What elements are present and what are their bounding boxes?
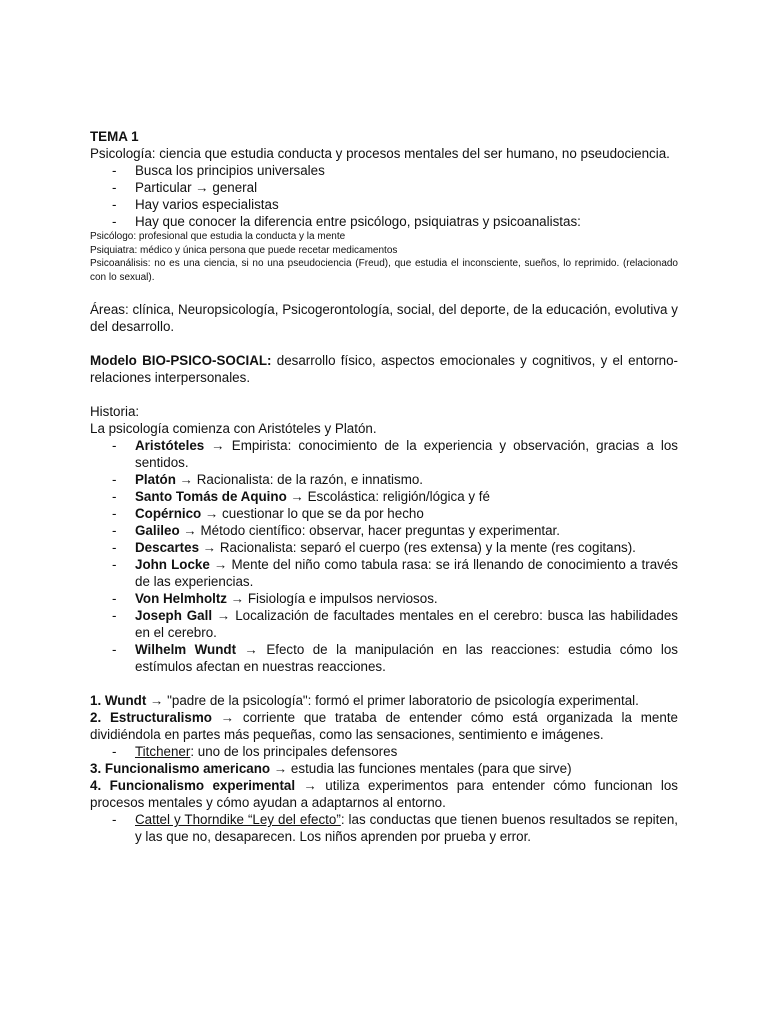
note-psicoanalisis: Psicoanálisis: no es una ciencia, si no una pseudociencia (Freud), que estudia el inconsciente, sueños, lo reprimido. (relacionado con lo sexual).: [90, 258, 678, 283]
school-funcionalismo-americano: 3. Funcionalismo americano → estudia las funciones mentales (para que sirve): [90, 761, 572, 776]
document-body: [90, 128, 678, 845]
areas-paragraph: Áreas: clínica, Neuropsicología, Psicogerontología, social, del deporte, de la educación, evolutiva y del desarrollo.: [90, 302, 678, 334]
list-item: - Cattel y Thorndike “Ley del efecto”: las conductas que tienen buenos resultados se repiten, y las que no, desaparecen. Los niños aprenden por prueba y error.: [112, 812, 678, 844]
list-item: - Platón → Racionalista: de la razón, e innatismo.: [112, 472, 424, 487]
philosopher-name: Wilhelm Wundt: [135, 642, 237, 657]
list-item: - Wilhelm Wundt → Efecto de la manipulación en las reacciones: estudia cómo los estímulos afectan en nuestras reacciones.: [112, 642, 678, 674]
dash-marker: -: [112, 438, 117, 453]
list-item: - Hay varios especialistas: [112, 197, 279, 212]
note-psicologo: Psicólogo: profesional que estudia la conducta y la mente: [90, 231, 346, 242]
section-title: TEMA 1: [90, 129, 139, 144]
philosopher-name: Joseph Gall: [135, 608, 213, 623]
psychology-definition: Psicología: ciencia que estudia conducta y procesos mentales del ser humano, no pseudociencia.: [90, 146, 670, 161]
dash-marker: -: [112, 472, 117, 487]
philosopher-name: Descartes: [135, 540, 200, 555]
philosopher-name: John Locke: [135, 557, 210, 572]
dash-marker: -: [112, 557, 117, 572]
list-item: - Joseph Gall → Localización de facultades mentales en el cerebro: busca las habilidades en el cerebro.: [112, 608, 679, 640]
list-item: - Santo Tomás de Aquino → Escolástica: religión/lógica y fé: [112, 489, 490, 504]
historia-heading: Historia:: [90, 404, 140, 419]
list-item: - John Locke → Mente del niño como tabula rasa: se irá llenando de conocimiento a través de las experiencias.: [112, 557, 678, 589]
philosopher-name: Galileo: [135, 523, 180, 538]
funcionalismo-sublist: [90, 811, 678, 845]
dash-marker: -: [112, 523, 117, 538]
list-item: - Aristóteles → Empirista: conocimiento de la experiencia y observación, gracias a los sentidos.: [112, 438, 678, 470]
modelo-text: desarrollo físico, aspectos emocionales y cognitivos, y el entorno-relaciones interpersonales.: [90, 353, 679, 385]
list-item: - Copérnico → cuestionar lo que se da por hecho: [112, 506, 424, 521]
historia-intro: La psicología comienza con Aristóteles y Platón.: [90, 421, 377, 436]
list-item: - Titchener: uno de los principales defensores: [112, 744, 398, 759]
school-funcionalismo-experimental: 4. Funcionalismo experimental → utiliza experimentos para entender cómo funcionan los procesos mentales y cómo ayudan a adaptarnos al entorno.: [90, 778, 678, 810]
philosopher-name: Platón: [135, 472, 176, 487]
dash-marker: -: [112, 540, 117, 555]
list-item: - Descartes → Racionalista: separó el cuerpo (res extensa) y la mente (res cogitans).: [112, 540, 636, 555]
dash-marker: -: [112, 214, 117, 229]
modelo-paragraph: [90, 352, 678, 386]
philosopher-name: Aristóteles: [135, 438, 205, 453]
historia-list: [90, 437, 678, 675]
dash-marker: -: [112, 506, 117, 521]
list-item: - Hay que conocer la diferencia entre psicólogo, psiquiatras y psicoanalistas:: [112, 214, 581, 229]
dash-marker: -: [112, 163, 117, 178]
school-estructuralismo: 2. Estructuralismo → corriente que trataba de entender cómo está organizada la mente dividiéndola en partes más pequeñas, como las sensaciones, sentimiento e imágenes.: [90, 710, 678, 742]
dash-marker: -: [112, 744, 117, 759]
dash-marker: -: [112, 591, 117, 606]
dash-marker: -: [112, 489, 117, 504]
dash-marker: -: [112, 197, 117, 212]
intro-bullet-list: [90, 162, 678, 230]
dash-marker: -: [112, 642, 117, 657]
list-item: - Busca los principios universales: [112, 163, 325, 178]
list-item: - Galileo → Método científico: observar, hacer preguntas y experimentar.: [112, 523, 560, 538]
philosopher-name: Santo Tomás de Aquino: [135, 489, 287, 504]
list-item: - Von Helmholtz → Fisiología e impulsos nerviosos.: [112, 591, 438, 606]
estructuralismo-sublist: [90, 743, 678, 760]
dash-marker: -: [112, 812, 117, 827]
philosopher-name: Copérnico: [135, 506, 202, 521]
dash-marker: -: [112, 180, 117, 195]
dash-marker: -: [112, 608, 117, 623]
school-wundt: 1. Wundt → "padre de la psicología": formó el primer laboratorio de psicología experimental.: [90, 693, 639, 708]
list-item: - Particular → general: [112, 180, 258, 195]
philosopher-name: Von Helmholtz: [135, 591, 227, 606]
modelo-label: Modelo BIO-PSICO-SOCIAL:: [90, 353, 272, 368]
note-psiquiatra: Psiquiatra: médico y única persona que puede recetar medicamentos: [90, 244, 398, 256]
